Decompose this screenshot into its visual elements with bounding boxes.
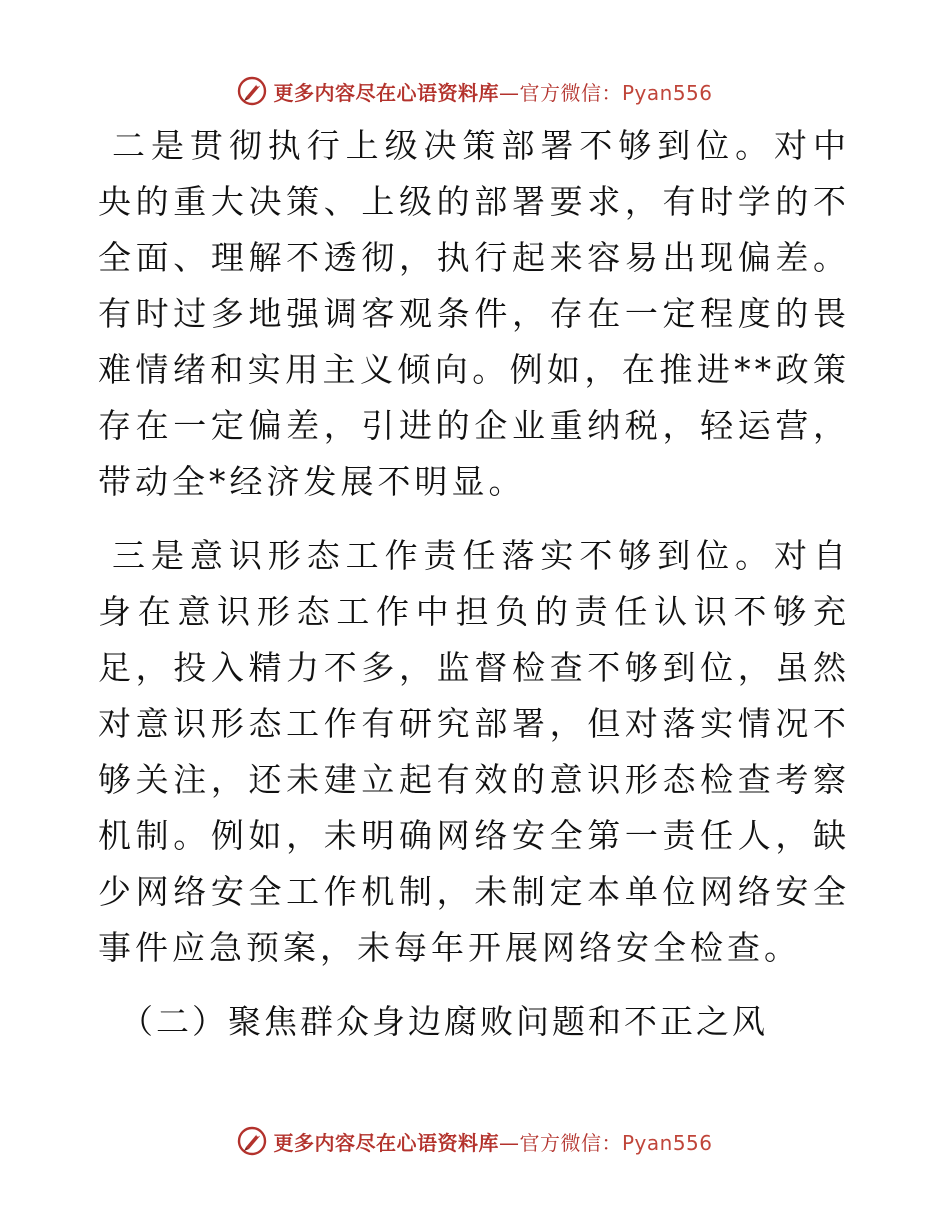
watermark-footer [0, 1124, 950, 1158]
watermark-account: Pyan556 [621, 1130, 713, 1155]
watermark-text [273, 1127, 712, 1156]
watermark-label: 官方微信： [519, 1130, 622, 1155]
watermark-brand: 更多内容尽在心语资料库 [273, 80, 499, 105]
watermark-text [273, 77, 712, 106]
quill-pen-logo-icon [237, 1126, 267, 1156]
quill-pen-logo-icon [237, 76, 267, 106]
watermark-brand: 更多内容尽在心语资料库 [273, 1130, 499, 1155]
paragraph-decision-implementation: 二是贯彻执行上级决策部署不够到位。对中央的重大决策、上级的部署要求，有时学的不全面、理解不透彻，执行起来容易出现偏差。有时过多地强调客观条件，存在一定程度的畏难情绪和实用主义倾向。例如，在推进**政策存在一定偏差，引进的企业重纳税，轻运营，带动全*经济发展不明显。 [98, 126, 850, 501]
document-body [98, 118, 850, 1050]
paragraph-ideology-responsibility: 三是意识形态工作责任落实不够到位。对自身在意识形态工作中担负的责任认识不够充足，投入精力不多，监督检查不够到位，虽然对意识形态工作有研究部署，但对落实情况不够关注，还未建立起有效的意识形态检查考察机制。例如，未明确网络安全第一责任人，缺少网络安全工作机制，未制定本单位网络安全事件应急预案，未每年开展网络安全检查。 [98, 536, 850, 967]
watermark-header [0, 74, 950, 108]
watermark-separator: — [498, 1130, 520, 1155]
watermark-separator: — [498, 80, 520, 105]
watermark-label: 官方微信： [519, 80, 622, 105]
watermark-account: Pyan556 [621, 80, 713, 105]
section-heading: （二）聚焦群众身边腐败问题和不正之风 [120, 1002, 768, 1041]
